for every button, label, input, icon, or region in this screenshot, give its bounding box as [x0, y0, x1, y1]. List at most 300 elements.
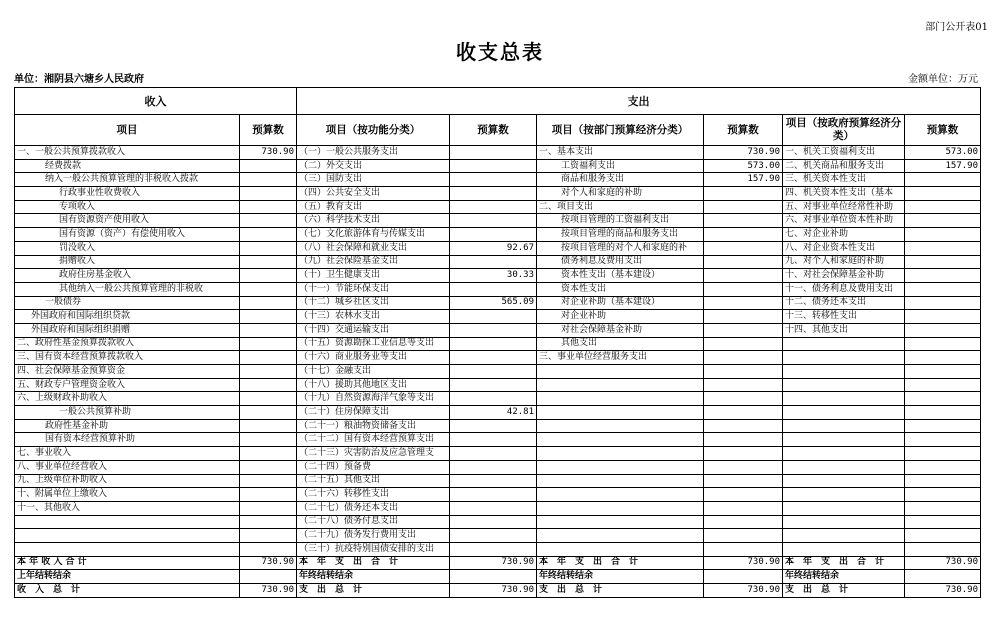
cell-dept-econ-item: [537, 392, 704, 406]
table-row: [15, 282, 981, 296]
cell-function-item: （十四）交通运输支出: [297, 323, 450, 337]
cell-dept-econ-budget: [704, 570, 783, 584]
cell-dept-econ-budget: [704, 255, 783, 269]
cell-function-item: （七）文化旅游体育与传媒支出: [297, 228, 450, 242]
cell-income-budget: [240, 214, 297, 228]
cell-function-item: （十三）农林水支出: [297, 310, 450, 324]
cell-function-item: （二十八）债务付息支出: [297, 515, 450, 529]
cell-gov-econ-item: 四、机关资本性支出（基本: [783, 187, 905, 201]
cell-function-budget: [450, 282, 537, 296]
col-header-function-item: 项目（按功能分类）: [297, 115, 450, 146]
cell-income-budget: [240, 378, 297, 392]
table-row: [15, 542, 981, 556]
cell-gov-econ-item: [783, 474, 905, 488]
cell-income-budget: [240, 515, 297, 529]
cell-dept-econ-item: [537, 447, 704, 461]
cell-dept-econ-budget: [704, 187, 783, 201]
cell-function-budget: 730.90: [450, 556, 537, 570]
cell-income-budget: [240, 460, 297, 474]
cell-gov-econ-item: 六、对事业单位资本性补助: [783, 214, 905, 228]
cell-dept-econ-item: [537, 433, 704, 447]
cell-gov-econ-item: [783, 365, 905, 379]
income-group-header: 收入: [15, 88, 297, 115]
cell-income-item: 一般公共预算补助: [15, 406, 240, 420]
cell-gov-econ-item: [783, 529, 905, 543]
cell-function-budget: 30.33: [450, 269, 537, 283]
cell-function-item: （一）一般公共服务支出: [297, 146, 450, 160]
cell-dept-econ-budget: [704, 515, 783, 529]
cell-dept-econ-item: 资本性支出（基本建设）: [537, 269, 704, 283]
table-row: [15, 310, 981, 324]
cell-gov-econ-item: [783, 515, 905, 529]
cell-gov-econ-item: 二、机关商品和服务支出: [783, 159, 905, 173]
cell-dept-econ-budget: [704, 365, 783, 379]
cell-dept-econ-budget: [704, 241, 783, 255]
cell-dept-econ-item: 其他支出: [537, 337, 704, 351]
cell-gov-econ-item: 本 年 支 出 合 计: [783, 556, 905, 570]
cell-income-budget: [240, 392, 297, 406]
table-row: [15, 433, 981, 447]
table-row: [15, 269, 981, 283]
cell-dept-econ-budget: [704, 542, 783, 556]
table-row: [15, 488, 981, 502]
cell-gov-econ-item: [783, 392, 905, 406]
cell-function-budget: [450, 419, 537, 433]
cell-income-item: 上年结转结余: [15, 570, 240, 584]
cell-gov-econ-budget: [905, 474, 981, 488]
cell-income-item: 政府性基金补助: [15, 419, 240, 433]
cell-function-budget: [450, 529, 537, 543]
cell-dept-econ-budget: 573.00: [704, 159, 783, 173]
amount-unit: 金额单位：万元: [908, 74, 978, 85]
table-row: [15, 351, 981, 365]
cell-function-budget: [450, 433, 537, 447]
table-row: [15, 515, 981, 529]
cell-income-item: 本 年 收 入 合 计: [15, 556, 240, 570]
cell-dept-econ-budget: [704, 269, 783, 283]
table-row: [15, 419, 981, 433]
table-row: [15, 529, 981, 543]
cell-gov-econ-item: 十三、转移性支出: [783, 310, 905, 324]
cell-dept-econ-item: 一、基本支出: [537, 146, 704, 160]
cell-income-budget: [240, 447, 297, 461]
cell-dept-econ-item: 对个人和家庭的补助: [537, 187, 704, 201]
table-row: [15, 255, 981, 269]
table-row: [15, 200, 981, 214]
cell-income-item: 其他纳入一般公共预算管理的非税收: [15, 282, 240, 296]
table-row: [15, 556, 981, 570]
cell-income-budget: 730.90: [240, 584, 297, 598]
cell-dept-econ-item: 按项目管理的工资福利支出: [537, 214, 704, 228]
cell-income-item: 国有资本经营预算补助: [15, 433, 240, 447]
cell-income-budget: [240, 241, 297, 255]
cell-income-item: 五、财政专户管理资金收入: [15, 378, 240, 392]
cell-function-budget: [450, 351, 537, 365]
cell-function-budget: [450, 159, 537, 173]
cell-dept-econ-item: 本 年 支 出 合 计: [537, 556, 704, 570]
cell-gov-econ-item: 一、机关工资福利支出: [783, 146, 905, 160]
cell-dept-econ-budget: [704, 214, 783, 228]
cell-income-budget: [240, 173, 297, 187]
cell-dept-econ-budget: [704, 228, 783, 242]
cell-dept-econ-budget: [704, 460, 783, 474]
cell-function-item: （二十四）预备费: [297, 460, 450, 474]
cell-dept-econ-budget: [704, 501, 783, 515]
cell-gov-econ-budget: [905, 406, 981, 420]
cell-gov-econ-item: 年终结转结余: [783, 570, 905, 584]
cell-function-item: 本 年 支 出 合 计: [297, 556, 450, 570]
expense-group-header: 支出: [297, 88, 981, 115]
cell-dept-econ-item: [537, 365, 704, 379]
cell-income-budget: [240, 433, 297, 447]
table-row: [15, 365, 981, 379]
cell-gov-econ-budget: [905, 392, 981, 406]
cell-dept-econ-budget: [704, 419, 783, 433]
col-header-income-budget: 预算数: [240, 115, 297, 146]
cell-gov-econ-budget: [905, 269, 981, 283]
group-header-row: [15, 88, 981, 115]
cell-function-budget: [450, 542, 537, 556]
cell-income-budget: [240, 159, 297, 173]
column-header-row: [15, 115, 981, 146]
cell-function-budget: [450, 474, 537, 488]
cell-dept-econ-item: 商品和服务支出: [537, 173, 704, 187]
cell-income-budget: [240, 419, 297, 433]
cell-income-item: 经费拨款: [15, 159, 240, 173]
cell-gov-econ-budget: [905, 515, 981, 529]
cell-dept-econ-budget: [704, 433, 783, 447]
cell-function-item: （二十九）债务发行费用支出: [297, 529, 450, 543]
cell-income-budget: [240, 323, 297, 337]
col-header-gov-econ-budget: 预算数: [905, 115, 981, 146]
cell-function-item: 年终结转结余: [297, 570, 450, 584]
cell-gov-econ-budget: [905, 241, 981, 255]
cell-dept-econ-budget: [704, 447, 783, 461]
cell-dept-econ-budget: [704, 351, 783, 365]
cell-function-item: （二十六）转移性支出: [297, 488, 450, 502]
cell-dept-econ-budget: [704, 488, 783, 502]
cell-function-budget: [450, 228, 537, 242]
cell-income-item: 外国政府和国际组织贷款: [15, 310, 240, 324]
cell-gov-econ-item: 九、对个人和家庭的补助: [783, 255, 905, 269]
cell-income-item: 罚没收入: [15, 241, 240, 255]
budget-summary-table: [14, 87, 981, 598]
table-row: [15, 406, 981, 420]
cell-function-item: （二十七）债务还本支出: [297, 501, 450, 515]
table-row: [15, 570, 981, 584]
cell-gov-econ-budget: [905, 542, 981, 556]
cell-dept-econ-budget: [704, 200, 783, 214]
cell-gov-econ-budget: [905, 323, 981, 337]
cell-function-item: （十九）自然资源海洋气象等支出: [297, 392, 450, 406]
cell-gov-econ-item: 十、对社会保障基金补助: [783, 269, 905, 283]
cell-gov-econ-budget: [905, 173, 981, 187]
cell-income-item: 一、一般公共预算拨款收入: [15, 146, 240, 160]
cell-function-item: （三）国防支出: [297, 173, 450, 187]
cell-income-budget: 730.90: [240, 146, 297, 160]
cell-gov-econ-item: 十一、债务利息及费用支出: [783, 282, 905, 296]
cell-income-budget: [240, 501, 297, 515]
cell-dept-econ-item: 年终结转结余: [537, 570, 704, 584]
table-row: [15, 159, 981, 173]
cell-dept-econ-budget: [704, 323, 783, 337]
cell-function-item: （二十五）其他支出: [297, 474, 450, 488]
cell-gov-econ-budget: [905, 310, 981, 324]
cell-dept-econ-budget: [704, 378, 783, 392]
cell-dept-econ-item: [537, 542, 704, 556]
cell-dept-econ-item: 资本性支出: [537, 282, 704, 296]
cell-gov-econ-item: 八、对企业资本性支出: [783, 241, 905, 255]
table-row: [15, 241, 981, 255]
cell-dept-econ-budget: 730.90: [704, 556, 783, 570]
cell-gov-econ-budget: 730.90: [905, 556, 981, 570]
table-row: [15, 173, 981, 187]
cell-function-item: （二）外交支出: [297, 159, 450, 173]
cell-function-budget: [450, 173, 537, 187]
cell-function-item: （十八）援助其他地区支出: [297, 378, 450, 392]
cell-function-budget: 92.67: [450, 241, 537, 255]
cell-gov-econ-budget: [905, 433, 981, 447]
cell-dept-econ-item: [537, 378, 704, 392]
cell-function-item: （二十二）国有资本经营预算支出: [297, 433, 450, 447]
cell-gov-econ-budget: 157.90: [905, 159, 981, 173]
cell-function-budget: [450, 187, 537, 201]
cell-dept-econ-item: [537, 515, 704, 529]
cell-dept-econ-item: 对社会保障基金补助: [537, 323, 704, 337]
cell-income-item: 三、国有资本经营预算拨款收入: [15, 351, 240, 365]
cell-income-budget: [240, 529, 297, 543]
cell-function-budget: [450, 146, 537, 160]
cell-function-item: （四）公共安全支出: [297, 187, 450, 201]
cell-gov-econ-budget: [905, 447, 981, 461]
cell-dept-econ-budget: [704, 529, 783, 543]
cell-income-item: 国有资源（资产）有偿使用收入: [15, 228, 240, 242]
cell-function-item: 支 出 总 计: [297, 584, 450, 598]
cell-gov-econ-item: 十四、其他支出: [783, 323, 905, 337]
cell-dept-econ-item: [537, 406, 704, 420]
cell-income-item: 专项收入: [15, 200, 240, 214]
cell-dept-econ-item: [537, 460, 704, 474]
cell-income-budget: [240, 570, 297, 584]
cell-income-item: [15, 515, 240, 529]
cell-function-budget: [450, 570, 537, 584]
table-row: [15, 187, 981, 201]
cell-gov-econ-item: 十二、债务还本支出: [783, 296, 905, 310]
cell-function-budget: [450, 515, 537, 529]
cell-dept-econ-budget: 730.90: [704, 584, 783, 598]
cell-income-budget: [240, 282, 297, 296]
cell-income-budget: [240, 351, 297, 365]
cell-function-budget: [450, 200, 537, 214]
cell-function-item: （十）卫生健康支出: [297, 269, 450, 283]
cell-income-item: 一般债券: [15, 296, 240, 310]
cell-gov-econ-budget: [905, 187, 981, 201]
cell-function-budget: [450, 392, 537, 406]
col-header-gov-econ-item: 项目（按政府预算经济分类）: [783, 115, 905, 146]
cell-gov-econ-budget: [905, 337, 981, 351]
cell-gov-econ-budget: [905, 419, 981, 433]
cell-function-budget: 565.09: [450, 296, 537, 310]
cell-dept-econ-item: 工资福利支出: [537, 159, 704, 173]
cell-dept-econ-item: 二、项目支出: [537, 200, 704, 214]
cell-gov-econ-budget: 573.00: [905, 146, 981, 160]
cell-dept-econ-item: 三、事业单位经营服务支出: [537, 351, 704, 365]
cell-dept-econ-item: 对企业补助（基本建设）: [537, 296, 704, 310]
table-row: [15, 228, 981, 242]
table-row: [15, 146, 981, 160]
cell-gov-econ-budget: [905, 351, 981, 365]
cell-dept-econ-item: [537, 474, 704, 488]
cell-income-item: 八、事业单位经营收入: [15, 460, 240, 474]
cell-function-budget: [450, 323, 537, 337]
cell-function-item: （十二）城乡社区支出: [297, 296, 450, 310]
cell-gov-econ-budget: 730.90: [905, 584, 981, 598]
cell-income-item: 二、政府性基金预算拨款收入: [15, 337, 240, 351]
cell-dept-econ-item: 支 出 总 计: [537, 584, 704, 598]
cell-income-budget: [240, 474, 297, 488]
cell-gov-econ-budget: [905, 200, 981, 214]
cell-income-item: 七、事业收入: [15, 447, 240, 461]
cell-function-budget: 730.90: [450, 584, 537, 598]
cell-gov-econ-item: 支 出 总 计: [783, 584, 905, 598]
table-row: [15, 447, 981, 461]
cell-income-budget: [240, 365, 297, 379]
cell-gov-econ-budget: [905, 296, 981, 310]
cell-function-budget: [450, 214, 537, 228]
cell-gov-econ-budget: [905, 255, 981, 269]
cell-gov-econ-item: [783, 501, 905, 515]
cell-dept-econ-budget: [704, 337, 783, 351]
col-header-function-budget: 预算数: [450, 115, 537, 146]
table-row: [15, 378, 981, 392]
cell-income-item: 四、社会保障基金预算资金: [15, 365, 240, 379]
form-code: 部门公开表01: [925, 22, 988, 33]
cell-gov-econ-item: [783, 542, 905, 556]
cell-income-item: 九、上级单位补助收入: [15, 474, 240, 488]
cell-gov-econ-item: [783, 378, 905, 392]
cell-gov-econ-item: [783, 419, 905, 433]
cell-income-budget: [240, 488, 297, 502]
cell-income-budget: [240, 200, 297, 214]
cell-income-item: 十一、其他收入: [15, 501, 240, 515]
cell-gov-econ-budget: [905, 214, 981, 228]
cell-function-budget: [450, 337, 537, 351]
cell-dept-econ-item: 对企业补助: [537, 310, 704, 324]
cell-function-item: （十七）金融支出: [297, 365, 450, 379]
cell-dept-econ-budget: [704, 310, 783, 324]
cell-income-budget: [240, 406, 297, 420]
cell-dept-econ-budget: [704, 282, 783, 296]
table-row: [15, 474, 981, 488]
table-row: [15, 296, 981, 310]
cell-income-item: 国有资源资产使用收入: [15, 214, 240, 228]
cell-function-item: （三十）抗疫特别国债安排的支出: [297, 542, 450, 556]
cell-gov-econ-item: [783, 488, 905, 502]
table-row: [15, 392, 981, 406]
cell-function-item: （十五）资源勘探工业信息等支出: [297, 337, 450, 351]
table-row: [15, 323, 981, 337]
cell-income-budget: [240, 542, 297, 556]
cell-dept-econ-item: 债务利息及费用支出: [537, 255, 704, 269]
cell-gov-econ-budget: [905, 460, 981, 474]
cell-gov-econ-budget: [905, 378, 981, 392]
col-header-dept-econ-budget: 预算数: [704, 115, 783, 146]
page-title: 收支总表: [456, 40, 544, 64]
cell-function-budget: [450, 310, 537, 324]
cell-gov-econ-item: [783, 433, 905, 447]
cell-gov-econ-item: 五、对事业单位经常性补助: [783, 200, 905, 214]
table-row: [15, 460, 981, 474]
cell-function-budget: 42.81: [450, 406, 537, 420]
cell-function-item: （十六）商业服务业等支出: [297, 351, 450, 365]
cell-dept-econ-item: [537, 529, 704, 543]
cell-income-item: 收 入 总 计: [15, 584, 240, 598]
cell-income-item: 十、附属单位上缴收入: [15, 488, 240, 502]
table-row: [15, 584, 981, 598]
cell-function-item: （十一）节能环保支出: [297, 282, 450, 296]
cell-dept-econ-budget: [704, 406, 783, 420]
cell-function-item: （二十）住房保障支出: [297, 406, 450, 420]
cell-dept-econ-item: [537, 419, 704, 433]
cell-function-item: （八）社会保障和就业支出: [297, 241, 450, 255]
cell-income-budget: [240, 228, 297, 242]
cell-function-item: （二十一）粮油物资储备支出: [297, 419, 450, 433]
cell-gov-econ-budget: [905, 488, 981, 502]
cell-function-budget: [450, 488, 537, 502]
cell-income-item: 纳入一般公共预算管理的非税收入拨款: [15, 173, 240, 187]
table-row: [15, 214, 981, 228]
table-row: [15, 337, 981, 351]
cell-dept-econ-budget: 730.90: [704, 146, 783, 160]
col-header-income-item: 项目: [15, 115, 240, 146]
cell-gov-econ-budget: [905, 570, 981, 584]
cell-function-item: （五）教育支出: [297, 200, 450, 214]
cell-income-budget: [240, 187, 297, 201]
cell-dept-econ-budget: [704, 392, 783, 406]
cell-gov-econ-budget: [905, 365, 981, 379]
cell-income-budget: [240, 337, 297, 351]
cell-gov-econ-item: 七、对企业补助: [783, 228, 905, 242]
cell-income-budget: [240, 310, 297, 324]
cell-gov-econ-budget: [905, 282, 981, 296]
table-row: [15, 501, 981, 515]
cell-gov-econ-item: [783, 351, 905, 365]
cell-function-budget: [450, 255, 537, 269]
cell-income-item: 捐赠收入: [15, 255, 240, 269]
cell-function-item: （二十三）灾害防治及应急管理支: [297, 447, 450, 461]
cell-income-item: 外国政府和国际组织捐赠: [15, 323, 240, 337]
cell-function-item: （六）科学技术支出: [297, 214, 450, 228]
cell-gov-econ-budget: [905, 501, 981, 515]
cell-gov-econ-budget: [905, 529, 981, 543]
cell-dept-econ-item: [537, 501, 704, 515]
col-header-dept-econ-item: 项目（按部门预算经济分类）: [537, 115, 704, 146]
cell-gov-econ-item: [783, 337, 905, 351]
cell-function-budget: [450, 460, 537, 474]
cell-dept-econ-item: 按项目管理的对个人和家庭的补: [537, 241, 704, 255]
cell-income-budget: 730.90: [240, 556, 297, 570]
cell-gov-econ-budget: [905, 228, 981, 242]
cell-gov-econ-item: [783, 460, 905, 474]
cell-gov-econ-item: [783, 447, 905, 461]
cell-dept-econ-item: 按项目管理的商品和服务支出: [537, 228, 704, 242]
cell-income-item: 政府住房基金收入: [15, 269, 240, 283]
cell-function-budget: [450, 447, 537, 461]
unit-label: 单位：湘阴县六塘乡人民政府: [14, 74, 144, 85]
cell-income-budget: [240, 296, 297, 310]
cell-function-item: （九）社会保险基金支出: [297, 255, 450, 269]
cell-income-budget: [240, 269, 297, 283]
